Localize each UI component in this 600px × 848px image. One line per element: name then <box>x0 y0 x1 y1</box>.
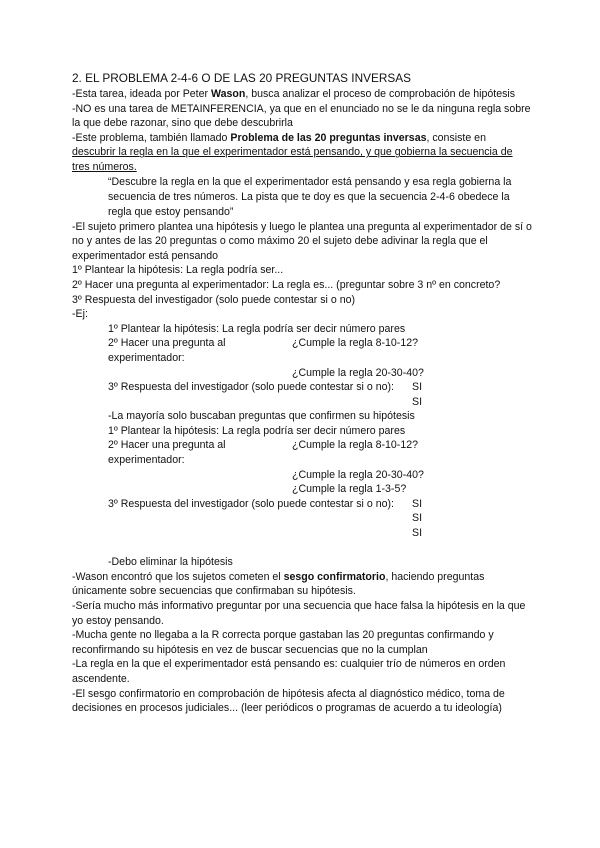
example1-step1: 1º Plantear la hipótesis: La regla podría ser decir número pares <box>108 322 406 335</box>
text: , busca analizar el proceso de comprobación de hipótesis <box>245 88 516 100</box>
example1-answer-row <box>72 395 532 410</box>
example2-answer-row <box>72 497 532 512</box>
paragraph-wason-intro <box>72 87 532 102</box>
example2-question-row <box>72 468 532 483</box>
paragraph-regla: -La regla en la que el experimentador está pensando es: cualquier trío de números en orden ascendente. <box>72 658 506 685</box>
text: , haciendo preguntas únicamente sobre secuencias que confirmaban su hipótesis. <box>72 570 485 598</box>
paragraph-20-preguntas: -Mucha gente no llegaba a la R correcta porque gastaban las 20 preguntas confirmando y reconfirmando su hipótesis en vez de buscar secuencias que no la cumplan <box>72 629 494 656</box>
document-page <box>72 70 532 716</box>
example2-step1: 1º Plantear la hipótesis: La regla podría ser decir número pares <box>108 424 406 437</box>
example2-question-row <box>72 482 532 497</box>
bold-text: Wason <box>210 88 246 100</box>
step-line: 1º Plantear la hipótesis: La regla podría ser... <box>72 264 284 277</box>
underlined-text: descubrir la regla en la que el experimentador está pensando, y que gobierna la secuencia de tres números. <box>72 146 513 173</box>
section-title: 2. EL PROBLEMA 2-4-6 O DE LAS 20 PREGUNTAS INVERSAS <box>72 71 411 85</box>
paragraph-sesgo <box>72 570 532 599</box>
example2-question: ¿Cumple la regla 1-3-5? <box>292 483 407 496</box>
example1-answer: SI <box>412 381 423 394</box>
paragraph-informativo: -Sería mucho más informativo preguntar por una secuencia que hace falsa la hipótesis en la que yo estoy pensando. <box>72 600 526 627</box>
example1-step3: 3º Respuesta del investigador (solo puede contestar si o no): <box>108 381 394 394</box>
paragraph-procedure: -El sujeto primero plantea una hipótesis y luego le plantea una pregunta al experimentador de sí o no y antes de las 20 preguntas o como máximo 20 el sujeto debe adivinar la regla que el experimentador está pensando <box>72 220 532 262</box>
spacer <box>72 526 412 541</box>
example2-answer-row <box>72 526 532 541</box>
example1-step2: 2º Hacer una pregunta al experimentador: <box>108 337 226 364</box>
step-line: 3º Respuesta del investigador (solo puede contestar si o no) <box>72 293 356 306</box>
text: -Wason encontró que los sujetos cometen el <box>72 570 284 583</box>
example2-step3: 3º Respuesta del investigador (solo puede contestar si o no): <box>108 497 394 510</box>
example2-answer-row <box>72 511 532 526</box>
example2-answer: SI <box>412 512 423 525</box>
spacer <box>72 468 292 483</box>
example2-question: ¿Cumple la regla 8-10-12? <box>292 439 419 452</box>
example1-question: ¿Cumple la regla 8-10-12? <box>292 337 419 350</box>
eliminar-note: -Debo eliminar la hipótesis <box>108 556 233 569</box>
example2-answer: SI <box>412 497 423 510</box>
spacer <box>72 482 292 497</box>
paragraph-problem-definition <box>72 131 532 175</box>
example2-step2: 2º Hacer una pregunta al experimentador: <box>108 439 226 467</box>
mayoria-note: -La mayoría solo buscaban preguntas que confirmen su hipótesis <box>108 410 415 423</box>
example2-question-row <box>72 438 532 467</box>
example2-answer: SI <box>412 527 423 540</box>
spacer <box>72 366 292 381</box>
example-label: -Ej: <box>72 308 88 321</box>
example2-question: ¿Cumple la regla 20-30-40? <box>292 468 424 481</box>
paragraph-metainferencia: -NO es una tarea de METAINFERENCIA, ya que en el enunciado no se le da ninguna regla sobre la que debe razonar, sino que debe descubrirla <box>72 102 531 130</box>
bold-text: sesgo confirmatorio <box>283 570 386 583</box>
spacer <box>72 511 412 526</box>
step-line: 2º Hacer una pregunta al experimentador: La regla es... (preguntar sobre 3 nº en concreto? <box>72 278 501 291</box>
example1-answer: SI <box>412 395 423 408</box>
paragraph-aplicaciones: -El sesgo confirmatorio en comprobación de hipótesis afecta al diagnóstico médico, toma de decisiones en procesos judiciales... (leer periódicos o programas de acuerdo a tu ideología) <box>72 687 505 715</box>
example1-question-row <box>72 366 532 381</box>
spacer <box>72 395 412 410</box>
text: -Este problema, también llamado <box>72 131 231 144</box>
text: -Esta tarea, ideada por Peter <box>72 88 211 100</box>
quote-instruction: “Descubre la regla en la que el experimentador está pensando y esa regla gobierna la secuencia de tres números. La pista que te doy es que la secuencia 2-4-6 obedece la regla que estoy pensando” <box>108 175 512 218</box>
bold-text: Problema de las 20 preguntas inversas <box>230 131 427 144</box>
example1-answer-row <box>72 380 532 395</box>
example1-question-row <box>72 336 532 365</box>
text: , consiste en <box>426 131 486 144</box>
blank-line <box>72 541 532 556</box>
example1-question: ¿Cumple la regla 20-30-40? <box>292 366 424 379</box>
